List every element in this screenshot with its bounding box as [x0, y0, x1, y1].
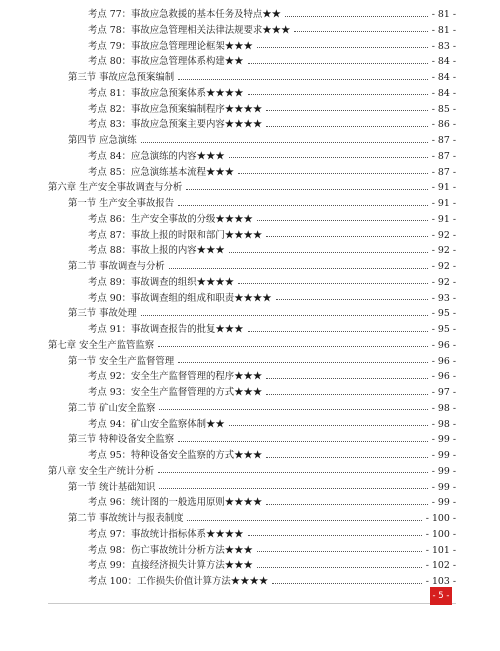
dot-leader [178, 362, 428, 363]
dot-leader [266, 457, 427, 458]
toc-page-number: - 93 - [431, 292, 456, 304]
toc-entry-title: 考点 97：事故统计指标体系★★★★ [88, 528, 244, 540]
dot-leader [257, 567, 422, 568]
dot-leader [158, 472, 428, 473]
toc-point-entry[interactable] [88, 558, 456, 574]
toc-page-number: - 98 - [431, 418, 456, 430]
toc-entry-title: 考点 81：事故应急预案体系★★★★ [88, 87, 244, 99]
toc-section-entry[interactable] [68, 354, 456, 370]
toc-entry-title: 考点 95：特种设备安全监察的方式★★★ [88, 450, 263, 461]
toc-page-number: - 84 - [431, 72, 456, 83]
dot-leader [294, 31, 427, 32]
toc-entry-title: 考点 93：安全生产监督管理的方式★★★ [88, 387, 263, 398]
toc-page-number: - 102 - [425, 560, 456, 572]
dot-leader [248, 63, 428, 64]
toc-page-number: - 103 - [425, 576, 456, 587]
toc-page-number: - 84 - [431, 56, 456, 68]
dot-leader [257, 551, 422, 552]
toc-point-entry[interactable] [88, 23, 456, 39]
toc-entry-title: 第二节 事故统计与报表制度 [68, 513, 184, 524]
toc-entry-title: 第三节 事故应急预案编制 [68, 72, 175, 83]
toc-entry-title: 第七章 安全生产监管监察 [48, 339, 155, 351]
dot-leader [141, 315, 428, 316]
dot-leader [266, 504, 427, 505]
toc-entry-title: 考点 99：直接经济损失计算方法★★★ [88, 560, 253, 572]
toc-point-entry[interactable] [88, 228, 456, 244]
toc-section-entry[interactable] [68, 70, 456, 86]
dot-leader [159, 488, 427, 489]
toc-entry-title: 考点 90：事故调查组的组成和职责★★★★ [88, 292, 272, 304]
toc-page-number: - 96 - [431, 339, 456, 351]
dot-leader [169, 268, 428, 269]
toc-chapter-entry[interactable] [48, 180, 456, 196]
page-number-badge: - 5 - [430, 587, 452, 605]
toc-point-entry[interactable] [88, 117, 456, 133]
dot-leader [248, 94, 428, 95]
toc-page-number: - 87 - [431, 150, 456, 162]
toc-page-number: - 98 - [431, 402, 456, 414]
toc-page-number: - 95 - [431, 324, 456, 335]
toc-point-entry[interactable] [88, 212, 456, 228]
toc-point-entry[interactable] [88, 7, 456, 23]
toc-point-entry[interactable] [88, 165, 456, 181]
dot-leader [229, 157, 428, 158]
toc-point-entry[interactable] [88, 385, 456, 401]
toc-point-entry[interactable] [88, 102, 456, 118]
dot-leader [186, 189, 428, 190]
toc-entry-title: 第三节 特种设备安全监察 [68, 434, 175, 446]
toc-page-number: - 83 - [431, 40, 456, 52]
toc-entry-title: 考点 82：事故应急预案编制程序★★★★ [88, 103, 263, 115]
toc-entry-title: 第四节 应急演练 [68, 135, 137, 146]
dot-leader [158, 346, 428, 347]
toc-page-number: - 92 - [431, 245, 456, 257]
toc-entry-title: 考点 85：应急演练基本流程★★★ [88, 166, 235, 178]
dot-leader [266, 394, 427, 395]
toc-page-number: - 81 - [431, 9, 456, 20]
toc-entry-title: 第一节 安全生产监督管理 [68, 355, 175, 367]
dot-leader [266, 378, 427, 379]
toc-point-entry[interactable] [88, 527, 456, 543]
toc-point-entry[interactable] [88, 417, 456, 433]
toc-page-number: - 86 - [431, 119, 456, 131]
dot-leader [178, 441, 428, 442]
toc-page-number: - 91 - [431, 182, 456, 194]
toc-page-number: - 97 - [431, 387, 456, 398]
toc-page-number: - 99 - [431, 450, 456, 461]
toc-point-entry[interactable] [88, 291, 456, 307]
toc-point-entry[interactable] [88, 39, 456, 55]
toc-entry-title: 第二节 矿山安全监察 [68, 402, 156, 414]
dot-leader [257, 47, 428, 48]
dot-leader [238, 173, 428, 174]
toc-point-entry[interactable] [88, 369, 456, 385]
dot-leader [285, 16, 428, 17]
toc-page-number: - 95 - [431, 308, 456, 320]
toc-entry-title: 考点 94：矿山安全监察体制★★ [88, 418, 225, 430]
toc-page-number: - 99 - [431, 497, 456, 509]
toc-entry-title: 考点 100：工作损失价值计算方法★★★★ [88, 576, 269, 587]
toc-entry-title: 考点 87：事故上报的时限和部门★★★★ [88, 229, 263, 241]
toc-entry-title: 考点 98：伤亡事故统计分析方法★★★ [88, 544, 253, 556]
toc-section-entry[interactable] [68, 133, 456, 149]
toc-page-number: - 100 - [425, 528, 456, 540]
toc-page-number: - 92 - [431, 229, 456, 241]
toc-page-number: - 96 - [431, 355, 456, 367]
toc-section-entry[interactable] [68, 401, 456, 417]
toc-entry-title: 考点 78：事故应急管理相关法律法规要求★★★ [88, 24, 291, 36]
dot-leader [266, 126, 427, 127]
toc-entry-title: 考点 91：事故调查报告的批复★★★ [88, 324, 244, 335]
dot-leader [178, 205, 428, 206]
toc-point-entry[interactable] [88, 495, 456, 511]
dot-leader [229, 252, 428, 253]
toc-entry-title: 第一节 统计基础知识 [68, 481, 156, 493]
toc-section-entry[interactable] [68, 511, 456, 527]
toc-section-entry[interactable] [68, 259, 456, 275]
toc-page-number: - 85 - [431, 103, 456, 115]
toc-entry-title: 第一节 生产安全事故报告 [68, 198, 175, 209]
toc-entry-title: 考点 83：事故应急预案主要内容★★★★ [88, 119, 263, 131]
toc-point-entry[interactable] [88, 574, 456, 590]
toc-entry-title: 考点 88：事故上报的内容★★★ [88, 245, 225, 257]
toc-page-number: - 84 - [431, 87, 456, 99]
dot-leader [248, 331, 428, 332]
dot-leader [248, 535, 422, 536]
toc-entry-title: 第八章 安全生产统计分析 [48, 465, 155, 477]
dot-leader [178, 79, 428, 80]
toc-entry-title: 第三节 事故处理 [68, 308, 137, 320]
toc-page-number: - 101 - [425, 544, 456, 556]
dot-leader [141, 142, 428, 143]
toc-point-entry[interactable] [88, 322, 456, 338]
toc-section-entry[interactable] [68, 306, 456, 322]
toc-point-entry[interactable] [88, 149, 456, 165]
toc-page-number: - 87 - [431, 166, 456, 178]
toc-entry-title: 考点 77：事故应急救援的基本任务及特点★★ [88, 9, 282, 20]
toc-point-entry[interactable] [88, 86, 456, 102]
toc-entry-title: 考点 84：应急演练的内容★★★ [88, 150, 225, 162]
dot-leader [159, 409, 427, 410]
toc-entry-title: 考点 86：生产安全事故的分级★★★★ [88, 213, 253, 225]
toc-point-entry[interactable] [88, 543, 456, 559]
toc-entry-title: 考点 92：安全生产监督管理的程序★★★ [88, 371, 263, 383]
toc-entry-title: 考点 79：事故应急管理理论框架★★★ [88, 40, 253, 52]
dot-leader [187, 520, 421, 521]
toc-chapter-entry[interactable] [48, 338, 456, 354]
dot-leader [272, 583, 422, 584]
toc-page-number: - 92 - [431, 276, 456, 288]
toc-chapter-entry[interactable] [48, 464, 456, 480]
toc-entry-title: 考点 80：事故应急管理体系构建★★ [88, 56, 244, 68]
toc-point-entry[interactable] [88, 448, 456, 464]
toc-entry-title: 第二节 事故调查与分析 [68, 261, 165, 272]
toc-section-entry[interactable] [68, 480, 456, 496]
toc-entry-title: 考点 96：统计图的一般选用原则★★★★ [88, 497, 263, 509]
toc-page-number: - 81 - [431, 24, 456, 36]
toc-entry-title: 第六章 生产安全事故调查与分析 [48, 182, 183, 194]
dot-leader [238, 283, 428, 284]
dot-leader [276, 299, 428, 300]
dot-leader [229, 425, 428, 426]
toc-page-number: - 100 - [425, 513, 456, 524]
toc-section-entry[interactable] [68, 196, 456, 212]
toc-page-number: - 96 - [431, 371, 456, 383]
dot-leader [257, 220, 428, 221]
dot-leader [266, 110, 427, 111]
toc-section-entry[interactable] [68, 432, 456, 448]
toc-point-entry[interactable] [88, 54, 456, 70]
toc-point-entry[interactable] [88, 243, 456, 259]
toc-page-number: - 99 - [431, 465, 456, 477]
dot-leader [266, 236, 427, 237]
footer-divider [48, 603, 456, 604]
toc-page-number: - 92 - [431, 261, 456, 272]
toc-page-number: - 99 - [431, 481, 456, 493]
toc-page-number: - 87 - [431, 135, 456, 146]
toc-page-number: - 91 - [431, 198, 456, 209]
toc-point-entry[interactable] [88, 275, 456, 291]
toc-page-number: - 99 - [431, 434, 456, 446]
toc-entry-title: 考点 89：事故调查的组织★★★★ [88, 276, 235, 288]
toc-page-number: - 91 - [431, 213, 456, 225]
